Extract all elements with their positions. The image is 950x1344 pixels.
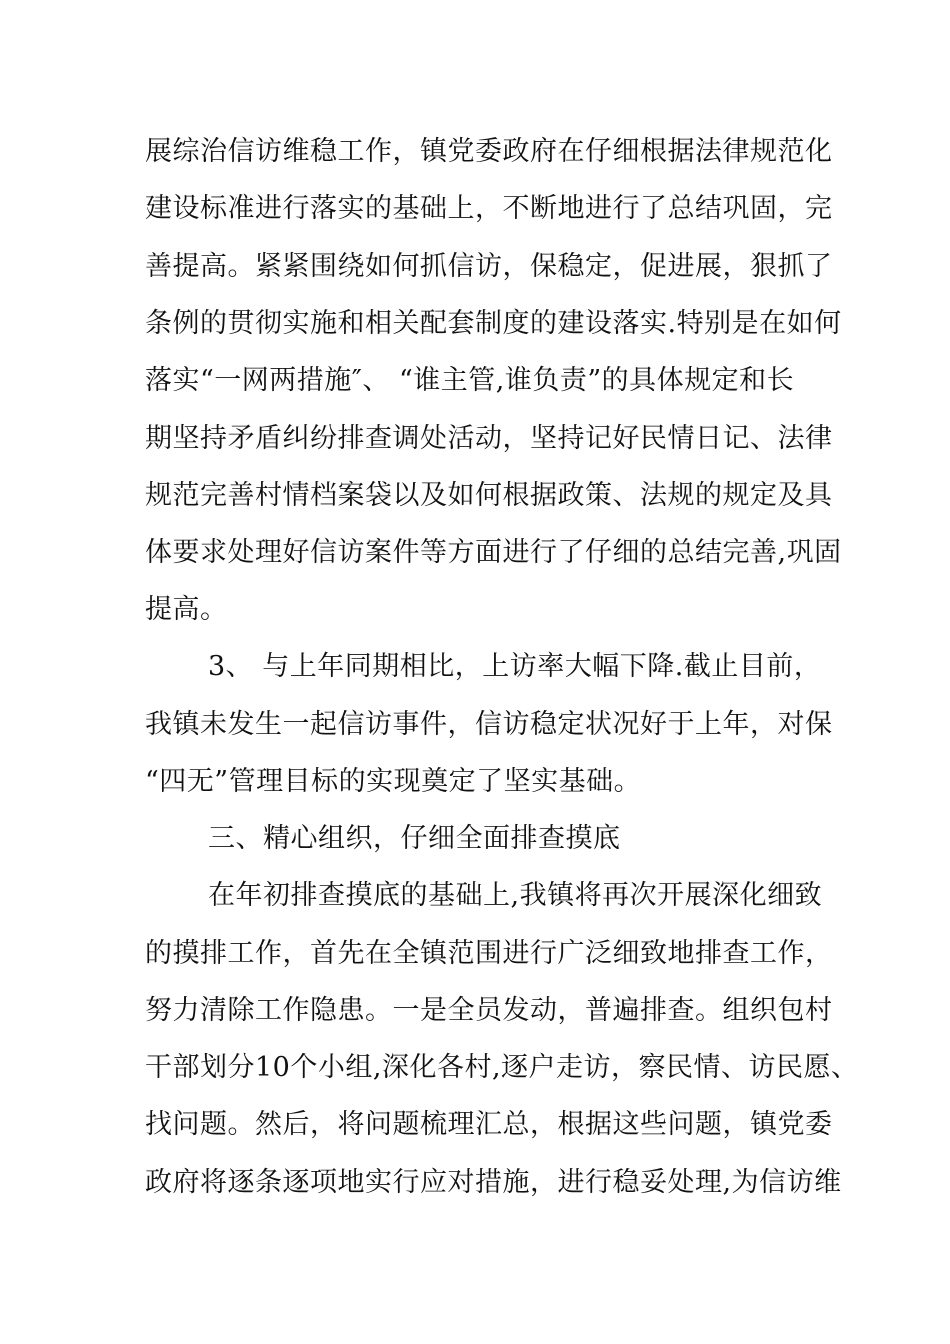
text-line: 落实“一网两措施″、 “谁主管,谁负责”的具体规定和长 xyxy=(145,365,795,396)
text-line: 建设标准进行落实的基础上，不断地进行了总结巩固，完 xyxy=(145,193,833,224)
text-line: 政府将逐条逐项地实行应对措施，进行稳妥处理,为信访维 xyxy=(145,1167,842,1198)
section-heading: 三、精心组织，仔细全面排查摸底 xyxy=(208,823,621,854)
text-line: 善提高。紧紧围绕如何抓信访，保稳定，促进展，狠抓了 xyxy=(145,251,833,282)
text-line: 规范完善村情档案袋以及如何根据政策、法规的规定及具 xyxy=(145,480,833,511)
text-line: 找问题。然后，将问题梳理汇总，根据这些问题，镇党委 xyxy=(145,1109,833,1140)
text-line: 条例的贯彻实施和相关配套制度的建设落实.特别是在如何 xyxy=(145,308,842,339)
text-line: 我镇未发生一起信访事件，信访稳定状况好于上年，对保 xyxy=(145,709,833,740)
text-line: 期坚持矛盾纠纷排查调处活动，坚持记好民情日记、法律 xyxy=(145,423,833,454)
text-line: 展综治信访维稳工作，镇党委政府在仔细根据法律规范化 xyxy=(145,136,833,167)
text-line: 提高。 xyxy=(145,594,228,625)
text-line: 体要求处理好信访案件等方面进行了仔细的总结完善,巩固 xyxy=(145,537,842,568)
text-line: 努力清除工作隐患。一是全员发动，普遍排查。组织包村 xyxy=(145,995,833,1026)
text-line: “四无”管理目标的实现奠定了坚实基础。 xyxy=(145,766,642,797)
text-line: 在年初排查摸底的基础上,我镇将再次开展深化细致 xyxy=(208,880,823,911)
text-line: 3、 与上年同期相比，上访率大幅下降.截止目前， xyxy=(208,651,822,682)
text-line: 的摸排工作，首先在全镇范围进行广泛细致地排查工作， xyxy=(145,938,833,969)
text-line: 干部划分10个小组,深化各村,逐户走访，察民情、访民愿、 xyxy=(145,1052,859,1083)
